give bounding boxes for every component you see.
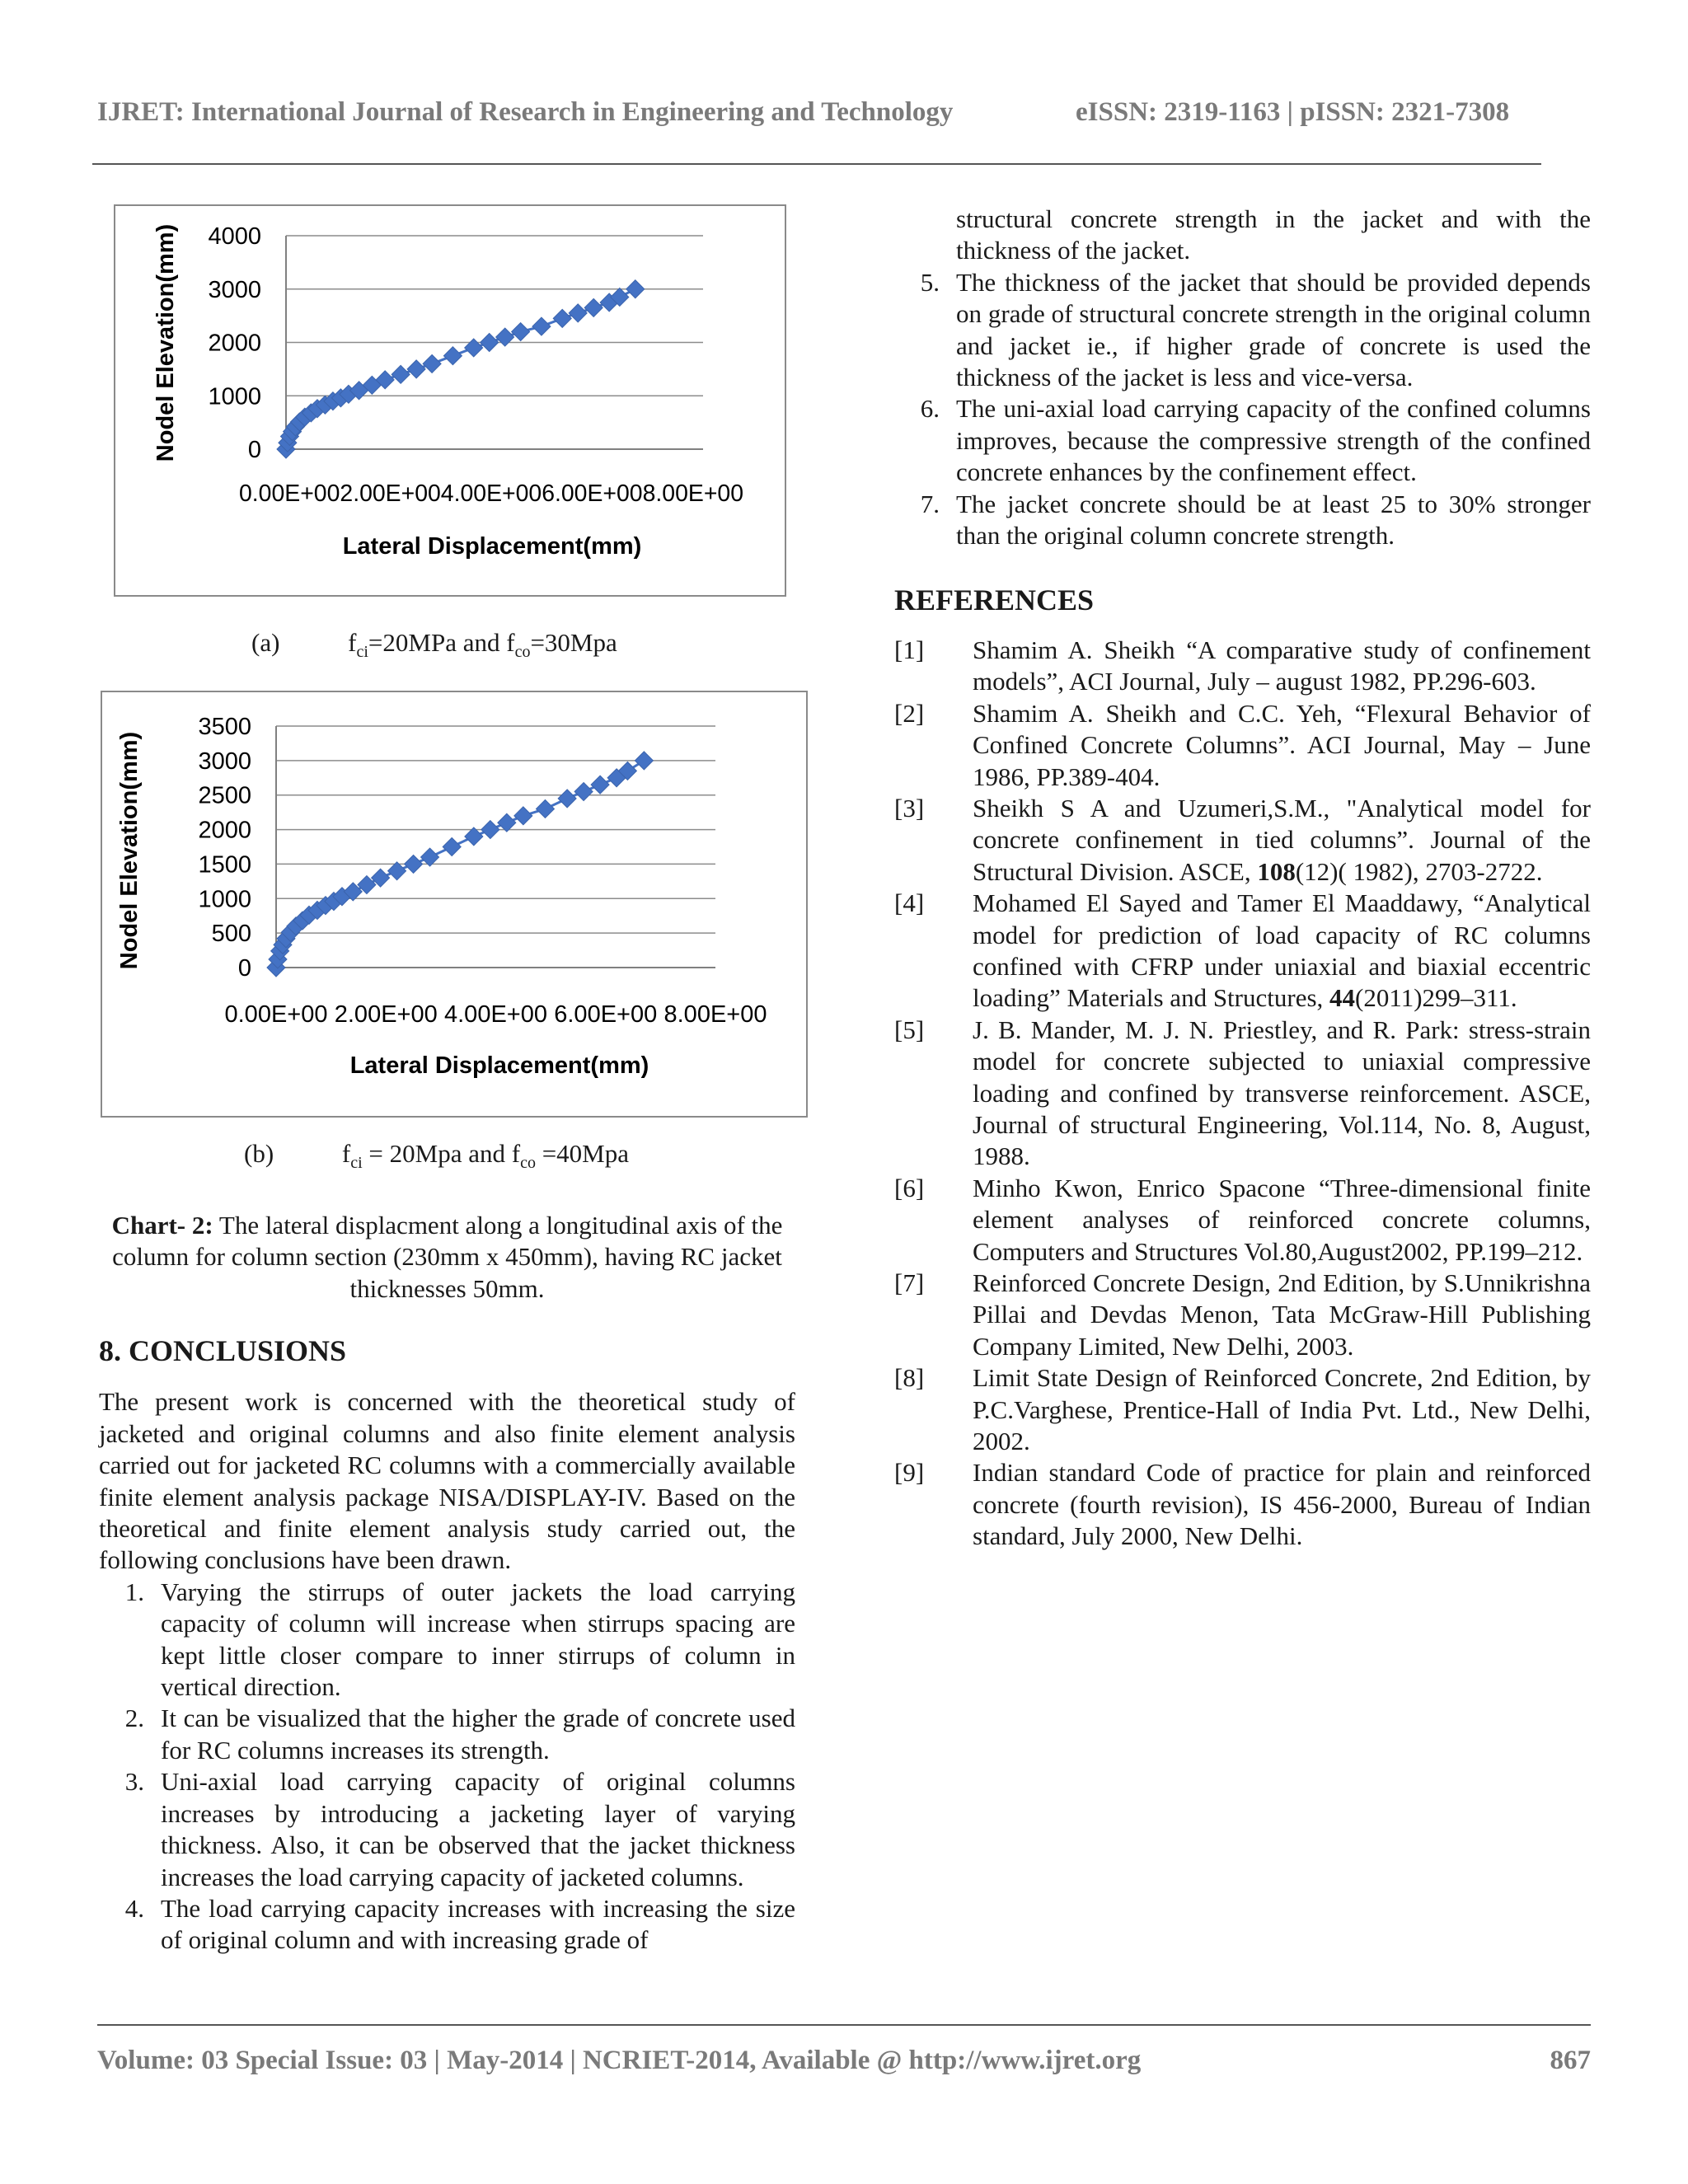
reference-item: [1] Shamim A. Sheikh “A comparative study of confinement models”, ACI Journal, July – august 1982, PP.296-603. — [894, 635, 1591, 696]
reference-item: [5] J. B. Mander, M. J. N. Priestley, and R. Park: stress-strain model for concrete subjected to uniaxial compressive loading and confined by transverse reinforcement. ASCE, Journal of structural Engineering, Vol.114, No. 8, August, 1988. — [894, 1015, 1591, 1171]
data-point — [536, 799, 554, 818]
y-tick-label: 0 — [247, 437, 261, 463]
y-tick-label: 3000 — [198, 748, 251, 775]
list-item: 1. Varying the stirrups of outer jackets the load carrying capacity of column will increase when stirrups spacing are kept little closer compare to inner stirrups of column in vertical direction. — [124, 1577, 795, 1702]
header-rule — [92, 163, 1541, 165]
data-point — [481, 334, 499, 352]
y-tick-label: 3500 — [198, 714, 251, 740]
x-axis-title: Lateral Displacement(mm) — [342, 533, 642, 560]
data-point — [405, 855, 423, 873]
list-item: 5. The thickness of the jacket that should be provided depends on grade of structural concrete strength in the original column and jacket ie., if higher grade of concrete is used the thickness of the jacket is less and vice-versa. — [920, 267, 1591, 392]
conclusions-heading: 8. CONCLUSIONS — [99, 1334, 347, 1367]
references-list — [894, 635, 1591, 1553]
data-point — [553, 309, 571, 327]
y-tick-label: 3000 — [208, 276, 261, 303]
list-item: 4. The load carrying capacity increases with increasing the size of original column and with increasing grade of — [124, 1893, 795, 1955]
journal-title: IJRET: International Journal of Research in Engineering and Technology — [97, 97, 954, 127]
data-point — [443, 838, 461, 856]
caption-b-label: (b) — [244, 1139, 274, 1168]
x-tick-label: 0.00E+00 — [224, 1001, 328, 1028]
data-point — [481, 821, 499, 839]
issn-info: eISSN: 2319-1163 | pISSN: 2321-7308 — [1076, 97, 1510, 127]
chart-caption-label: Chart- 2: — [111, 1211, 213, 1240]
data-point — [626, 280, 645, 298]
page-number: 867 — [1550, 2046, 1591, 2075]
data-point — [443, 347, 462, 365]
chart-caption-text: The lateral displacment along a longitudinal axis of the column for column section (230mm x 450mm), having RC jacket thicknesses 50mm. — [112, 1211, 783, 1303]
y-tick-label: 0 — [237, 955, 251, 982]
chart-caption — [99, 1210, 795, 1305]
list-item: 2. It can be visualized that the higher the grade of concrete used for RC columns increases its strength. — [124, 1704, 795, 1765]
list-item: 3. Uni-axial load carrying capacity of original columns increases by introducing a jacketing layer of varying thickness. Also, it can be observed that the jacket thickness increases the load carrying capacity of jacketed columns. — [124, 1767, 795, 1891]
y-tick-label: 2500 — [198, 782, 251, 809]
y-axis-title: Nodel Elevation(mm) — [116, 731, 143, 970]
y-tick-label: 500 — [211, 921, 251, 948]
data-point — [591, 776, 609, 794]
y-tick-label: 2000 — [198, 817, 251, 844]
y-tick-label: 1000 — [198, 886, 251, 913]
reference-item: [7] Reinforced Concrete Design, 2nd Edition, by S.Unnikrishna Pillai and Devdas Menon, Tata McGraw-Hill Publishing Company Limited, New Delhi, 2003. — [894, 1268, 1591, 1361]
y-axis-title: Nodel Elevation(mm) — [152, 223, 179, 462]
caption-a: (a) $f_{ci}=20MPa$ and $f_{co}=30Mpa$ — [251, 628, 617, 662]
chart-a-svg — [115, 206, 785, 595]
x-axis-title: Lateral Displacement(mm) — [349, 1052, 649, 1079]
data-point — [407, 360, 425, 378]
list-item: 6. The uni-axial load carrying capacity of the confined columns improves, because the compressive strength of the confined concrete enhances by the confinement effect. — [920, 394, 1591, 487]
reference-item: [2] Shamim A. Sheikh and C.C. Yeh, “Flexural Behavior of Confined Concrete Columns”. ACI Journal, May – June 1986, PP.389-404. — [894, 698, 1591, 791]
reference-item: [9] Indian standard Code of practice for plain and reinforced concrete (fourth revision), IS 456-2000, Bureau of Indian standard, July 2000, New Delhi. — [894, 1458, 1591, 1551]
data-point — [569, 304, 587, 322]
y-tick-label: 2000 — [208, 330, 261, 357]
data-point — [465, 339, 483, 357]
list-item-continued: structural concrete strength in the jacket and with the thickness of the jacket. — [956, 204, 1591, 265]
y-tick-label: 4000 — [208, 223, 261, 250]
page-footer — [97, 2046, 1591, 2076]
conclusions-list — [99, 1577, 795, 1957]
data-point — [512, 323, 530, 341]
footer-rule — [97, 2024, 1591, 2026]
chart-a — [114, 204, 786, 597]
reference-item: [3] Sheikh S A and Uzumeri,S.M., "Analytical model for concrete confinement in tied columns”. Journal of the Structural Division. ASCE, 108(12)( 1982), 2703-2722. — [894, 793, 1591, 886]
conclusions-section — [99, 1335, 795, 1957]
reference-item: [6] Minho Kwon, Enrico Spacone “Three-dimensional finite element analyses of reinforced concrete columns, Computers and Structures Vol.80,August2002, PP.199–212. — [894, 1173, 1591, 1266]
reference-item: [8] Limit State Design of Reinforced Concrete, 2nd Edition, by P.C.Varghese, Prentice-Hall of India Pvt. Ltd., New Delhi, 2002. — [894, 1363, 1591, 1456]
chart-b-svg — [102, 692, 806, 1116]
caption-a-label: (a) — [251, 628, 280, 657]
data-point — [558, 790, 576, 808]
data-point — [423, 354, 441, 373]
data-point — [635, 752, 653, 770]
references-heading: REFERENCES — [894, 583, 1095, 617]
data-point — [392, 365, 410, 383]
list-item: 7. The jacket concrete should be at least 25 to 30% stronger than the original column concrete strength. — [920, 489, 1591, 551]
data-point — [574, 783, 593, 801]
y-tick-label: 1000 — [208, 383, 261, 410]
data-point — [496, 328, 514, 346]
footer-volume: Volume: 03 Special Issue: 03 | May-2014 | NCRIET-2014, Available @ http://www.ijret.org — [97, 2046, 1142, 2075]
conclusions-intro: The present work is concerned with the theoretical study of jacketed and original columns and also finite element analysis carried out for jacketed RC columns with a commercially available finite element analysis package NISA/DISPLAY-IV. Based on the theoretical and finite element analysis study carried out, the following conclusions have been drawn. — [99, 1387, 795, 1575]
x-tick-labels: 0.00E+002.00E+004.00E+006.00E+008.00E+00 — [239, 480, 743, 507]
data-point — [584, 298, 603, 316]
y-tick-label: 1500 — [198, 851, 251, 879]
data-point — [532, 317, 551, 335]
x-tick-label: 4.00E+00 — [444, 1001, 547, 1028]
caption-b: (b) $f_{ci} = 20Mpa$ and $f_{co} =40Mpa$ — [244, 1139, 630, 1173]
chart-b — [101, 691, 808, 1118]
x-tick-label: 8.00E+00 — [663, 1001, 767, 1028]
right-column — [894, 204, 1591, 1553]
x-tick-label: 6.00E+00 — [554, 1001, 658, 1028]
x-tick-label: 2.00E+00 — [334, 1001, 438, 1028]
data-point — [514, 807, 532, 825]
reference-item: [4] Mohamed El Sayed and Tamer El Maaddawy, “Analytical model for prediction of load capacity of RC columns confined with CFRP under uniaxial and biaxial eccentric loading” Materials and Structures, 44(2011)299–311. — [894, 888, 1591, 1013]
